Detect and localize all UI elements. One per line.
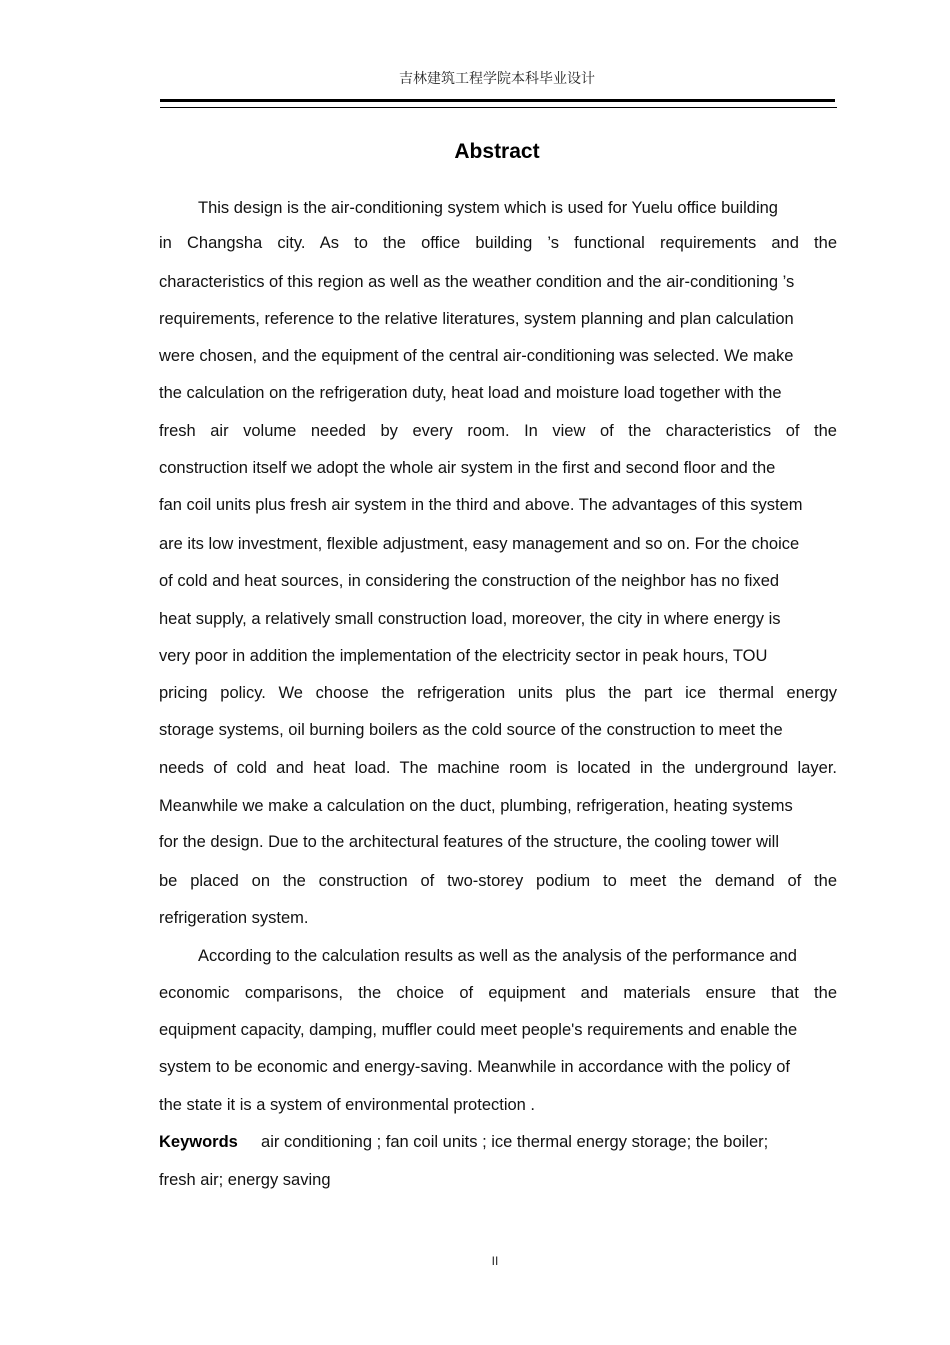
abstract-line: of cold and heat sources, in considering the construction of the neighbor has no fixed — [159, 572, 780, 590]
abstract-line: economic comparisons, the choice of equipment and materials ensure that the — [159, 984, 837, 1002]
abstract-line: be placed on the construction of two-storey podium to meet the demand of the — [159, 872, 837, 890]
abstract-line: were chosen, and the equipment of the central air-conditioning was selected. We make — [159, 347, 794, 365]
abstract-line: the state it is a system of environmental protection . — [159, 1096, 536, 1114]
abstract-line: system to be economic and energy-saving. Meanwhile in accordance with the policy of — [159, 1058, 790, 1076]
abstract-line: pricing policy. We choose the refrigeration units plus the part ice thermal energy — [159, 684, 837, 702]
page-number: II — [491, 1254, 499, 1268]
keywords-line-2: fresh air; energy saving — [159, 1171, 331, 1189]
abstract-line: This design is the air-conditioning system which is used for Yuelu office building — [198, 199, 778, 217]
abstract-line: refrigeration system. — [159, 909, 309, 927]
abstract-line: fresh air volume needed by every room. In view of the characteristics of the — [159, 422, 837, 440]
abstract-line: equipment capacity, damping, muffler could meet people's requirements and enable the — [159, 1021, 798, 1039]
abstract-line: the calculation on the refrigeration duty, heat load and moisture load together with the — [159, 384, 782, 402]
abstract-line: in Changsha city. As to the office building ’s functional requirements and the — [159, 234, 837, 252]
keywords-text: air conditioning ; fan coil units ; ice thermal energy storage; the boiler; — [261, 1133, 769, 1151]
abstract-line: heat supply, a relatively small construction load, moreover, the city in where energy is — [159, 610, 781, 628]
abstract-line: fan coil units plus fresh air system in the third and above. The advantages of this system — [159, 496, 803, 514]
abstract-line: very poor in addition the implementation of the electricity sector in peak hours, TOU — [159, 647, 768, 665]
abstract-line: for the design. Due to the architectural features of the structure, the cooling tower will — [159, 833, 779, 851]
keywords-line — [159, 1132, 768, 1152]
abstract-line: construction itself we adopt the whole air system in the first and second floor and the — [159, 459, 776, 477]
abstract-line: requirements, reference to the relative literatures, system planning and plan calculation — [159, 310, 794, 328]
page-header: 吉林建筑工程学院本科毕业设计 — [399, 71, 595, 87]
header-rule-thin — [160, 107, 837, 108]
abstract-line: storage systems, oil burning boilers as the cold source of the construction to meet the — [159, 721, 783, 739]
abstract-title: Abstract — [454, 140, 540, 163]
header-rule-thick — [160, 99, 835, 102]
abstract-line: According to the calculation results as well as the analysis of the performance and — [198, 947, 797, 965]
abstract-line: characteristics of this region as well as the weather condition and the air-conditioning ’s — [159, 273, 795, 291]
abstract-line: Meanwhile we make a calculation on the duct, plumbing, refrigeration, heating systems — [159, 797, 793, 815]
abstract-line: are its low investment, flexible adjustment, easy management and so on. For the choice — [159, 535, 800, 553]
keywords-label: Keywords — [159, 1133, 238, 1151]
abstract-line: needs of cold and heat load. The machine room is located in the underground layer. — [159, 759, 837, 777]
